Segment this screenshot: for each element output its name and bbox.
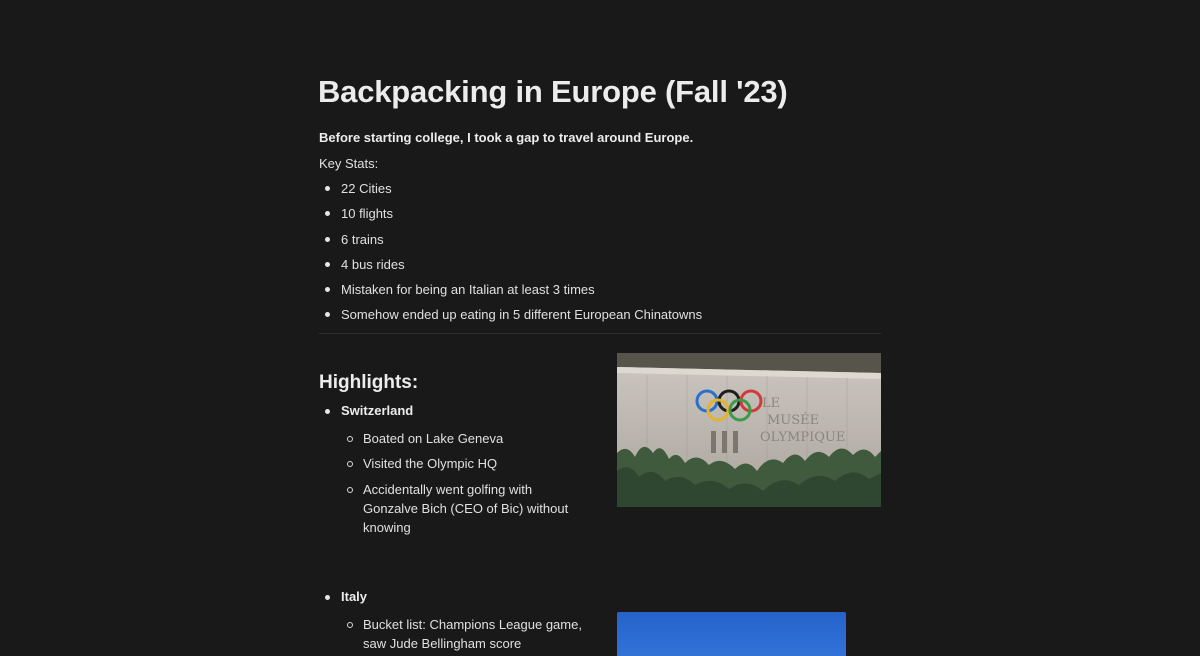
olympic-museum-photo[interactable] (617, 353, 881, 507)
list-item: 22 Cities (319, 176, 702, 201)
page-title[interactable]: Backpacking in Europe (Fall '23) (318, 74, 788, 109)
key-stats-label: Key Stats: (319, 156, 379, 171)
list-item: Somehow ended up eating in 5 different European Chinatowns (319, 302, 702, 327)
bullet-icon (325, 237, 330, 242)
divider (319, 333, 881, 334)
hollow-bullet-icon (347, 622, 353, 628)
sign-text: MUSÉE (767, 413, 820, 428)
italy-sublist (319, 615, 589, 653)
bullet-icon (325, 595, 330, 600)
sign-text: OLYMPIQUE (760, 430, 846, 445)
key-stats-list (319, 176, 702, 328)
bullet-icon (325, 262, 330, 267)
list-item: Visited the Olympic HQ (319, 454, 589, 473)
list-item: 10 flights (319, 201, 702, 226)
bullet-icon (325, 409, 330, 414)
country-switzerland (319, 400, 589, 537)
bullet-icon (325, 186, 330, 191)
list-item: 4 bus rides (319, 252, 702, 277)
sign-text: LE (762, 396, 781, 411)
country-heading: Switzerland (319, 400, 589, 422)
switzerland-sublist (319, 429, 589, 537)
hollow-bullet-icon (347, 487, 353, 493)
bullet-icon (325, 287, 330, 292)
intro-text: Before starting college, I took a gap to travel around Europe. (319, 130, 694, 145)
hollow-bullet-icon (347, 436, 353, 442)
list-item: Bucket list: Champions League game, saw Jude Bellingham score (319, 615, 589, 653)
list-item: Mistaken for being an Italian at least 3 times (319, 277, 702, 302)
country-heading: Italy (319, 586, 589, 608)
list-item: Accidentally went golfing with Gonzalve Bich (CEO of Bic) without knowing (319, 480, 589, 537)
highlights-heading: Highlights: (319, 372, 419, 393)
hollow-bullet-icon (347, 461, 353, 467)
bullet-icon (325, 312, 330, 317)
bullet-icon (325, 211, 330, 216)
list-item: Boated on Lake Geneva (319, 429, 589, 448)
italy-photo[interactable] (617, 612, 846, 656)
country-italy (319, 586, 589, 653)
list-item: 6 trains (319, 227, 702, 252)
